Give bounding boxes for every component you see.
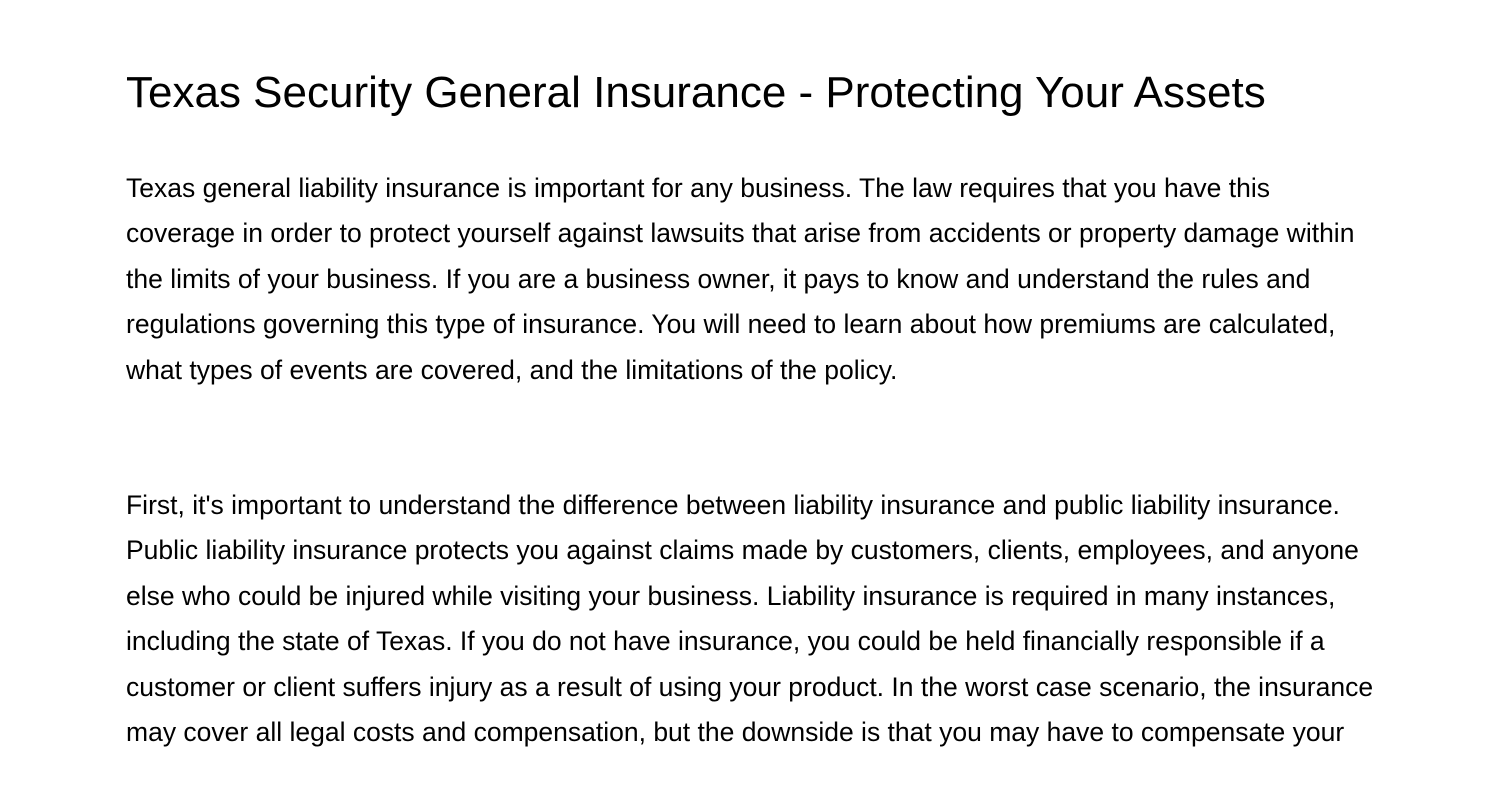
paragraph-1: Texas general liability insurance is important for any business. The law requires that you have this coverage in order to protect yourself against lawsuits that arise from accidents or property damage within the limits of your business. If you are a business owner, it pays to know and understand the rules and regulations governing this type of insurance. You will need to learn about how premiums are calculated, what types of events are covered, and the limitations of the policy. [126,173,1355,385]
document-title: Texas Security General Insurance - Protecting Your Assets [126,68,1266,117]
paragraph-2: First, it's important to understand the difference between liability insurance and public liability insurance. Public liability insurance protects you against claims made by customers, clients, employees, and anyone else who could be injured while visiting your business. Liability insurance is required in many instances, including the state of Texas. If you do not have insurance, you could be held financially responsible if a customer or client suffers injury as a result of using your product. In the worst case scenario, the insurance may cover all legal costs and compensation, but the downside is that you may have to compensate your [126,490,1374,748]
